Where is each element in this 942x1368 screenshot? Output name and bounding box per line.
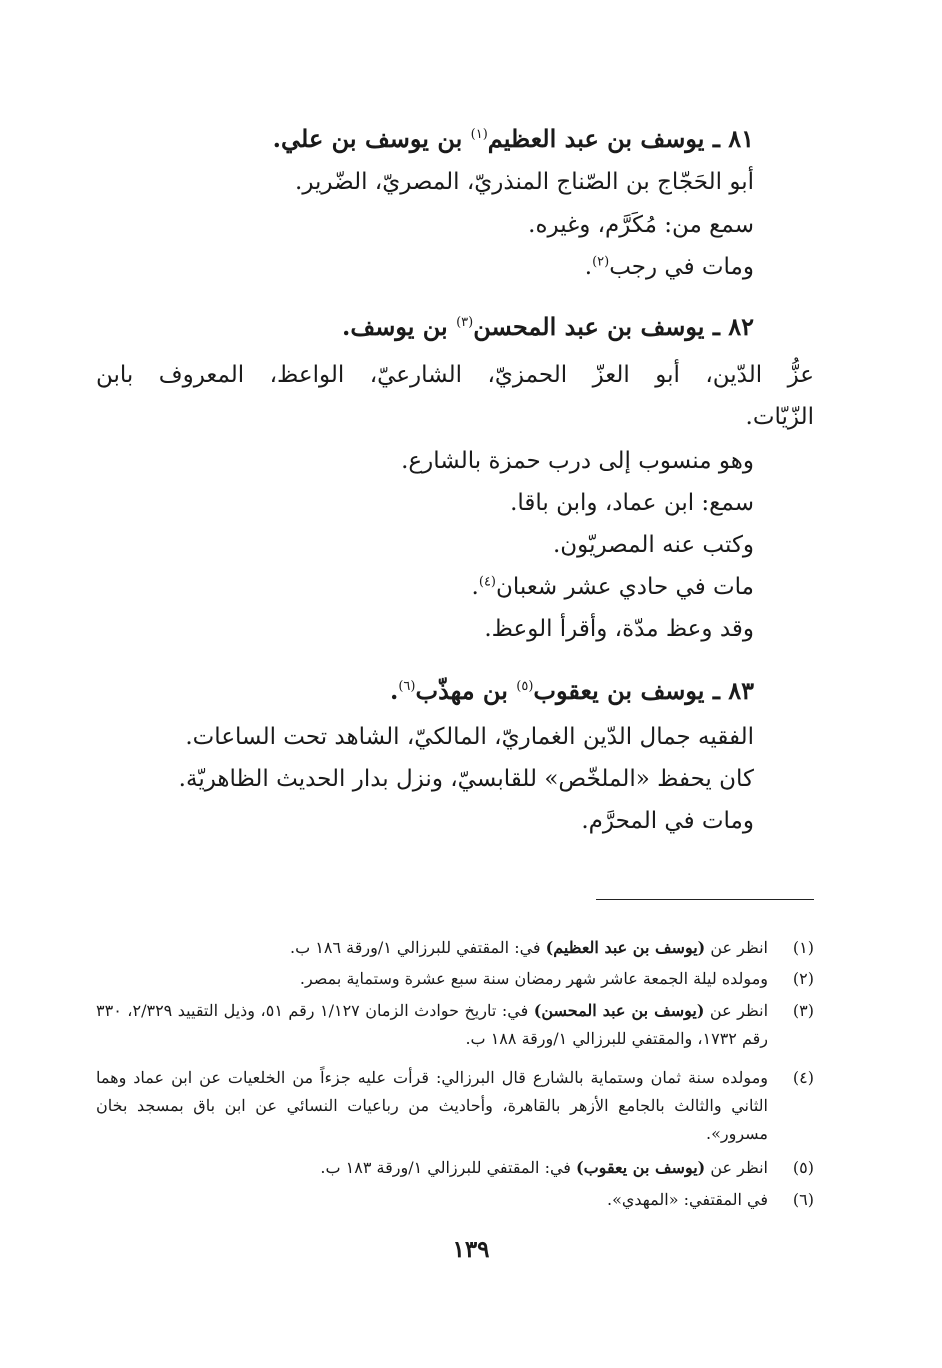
footnote-number: (٢): [792, 969, 814, 988]
footnote-ref-1[interactable]: (١): [470, 127, 488, 142]
footnote-number: (٤): [792, 1068, 814, 1087]
entry-81-line-1: أبو الحَجّاج بن الصّناج المنذريّ، المصريّ، الضّرير.: [295, 169, 754, 195]
footnote-ref-2[interactable]: (٢): [592, 254, 610, 270]
footnote-ref-5[interactable]: (٥): [516, 679, 534, 694]
footnote-number: (٦): [792, 1190, 814, 1209]
entry-82-line-7: وقد وعظ مدّة، وأقرأ الوعظ.: [484, 616, 754, 642]
footnote-number: (٥): [792, 1158, 814, 1177]
entry-82-line-4: سمع: ابن عماد، وابن باقا.: [510, 490, 754, 516]
entry-83-line-1: الفقيه جمال الدّين الغماريّ، المالكيّ، الشاهد تحت الساعات.: [185, 724, 754, 750]
entry-82-line-3: وهو منسوب إلى درب حمزة بالشارع.: [401, 448, 754, 474]
footnote-number: (٣): [792, 1001, 814, 1020]
footnote-6: (٦) في المقتفي: «المهدي».: [96, 1186, 814, 1214]
entry-81-line-2: سمع من: مُكَرَّم، وغيره.: [528, 212, 754, 238]
footnote-divider: [596, 899, 814, 900]
entry-83-line-2: كان يحفظ «الملخّص» للقابسيّ، ونزل بدار الحديث الظاهريّة.: [178, 766, 754, 792]
footnote-ref-4[interactable]: (٤): [478, 574, 496, 590]
footnote-1: (١) انظر عن (يوسف بن عبد العظيم) في: المقتفي للبرزالي ١/ورقة ١٨٦ ب.: [96, 934, 814, 962]
footnote-ref-6[interactable]: (٦): [398, 679, 416, 694]
entry-82-line-1: عزُّ الدّين، أبو العزّ الحمزيّ، الشارعيّ، الواعظ، المعروف بابن: [96, 362, 814, 388]
footnote-2: (٢) ومولده ليلة الجمعة عاشر شهر رمضان سنة سبع عشرة وستماية بمصر.: [96, 965, 814, 993]
entry-81-title: ٨١ ـ يوسف بن عبد العظيم$^{(١)}$ بن يوسف بن علي.: [272, 124, 754, 153]
entry-83-title: ٨٣ ـ يوسف بن يعقوب$^{(٥)}$ بن مهذّب$^{(٦)}$.: [389, 676, 754, 705]
entry-82-title: ٨٢ ـ يوسف بن عبد المحسن$^{(٣)}$ بن يوسف.: [342, 312, 754, 341]
entry-81-line-3: ومات في رجب$^{(٢)}$.: [584, 254, 754, 280]
page-number: ١٣٩: [452, 1236, 490, 1263]
entry-82-line-5: وكتب عنه المصريّون.: [552, 532, 754, 558]
footnote-number: (١): [792, 938, 814, 957]
entry-82-line-6: مات في حادي عشر شعبان$^{(٤)}$.: [471, 574, 754, 600]
entry-83-line-3: ومات في المحرَّم.: [581, 808, 754, 834]
footnote-ref-3[interactable]: (٣): [456, 315, 474, 330]
footnote-4: (٤) ومولده سنة ثمان وستماية بالشارع قال البرزالي: قرأت عليه جزءاً من الخلعيات عن ابن عماد وهما الثاني والثالث بالجامع الأزهر بالقاهرة، وأحاديث من رباعيات النسائي عن ابن باق بمسجد بخان مسرور».: [96, 1064, 814, 1148]
footnote-5: (٥) انظر عن (يوسف بن يعقوب) في: المقتفي للبرزالي ١/ورقة ١٨٣ ب.: [96, 1154, 814, 1182]
entry-82-line-2: الزّيّات.: [745, 404, 814, 430]
footnote-3: (٣) انظر عن (يوسف بن عبد المحسن) في: تاريخ حوادث الزمان ١/١٢٧ رقم ٥١، وذيل التقييد ٢/٣٢٩، ٣٣٠ رقم ١٧٣٢، والمقتفي للبرزالي ١/ورقة ١٨٨ ب.: [96, 997, 814, 1053]
